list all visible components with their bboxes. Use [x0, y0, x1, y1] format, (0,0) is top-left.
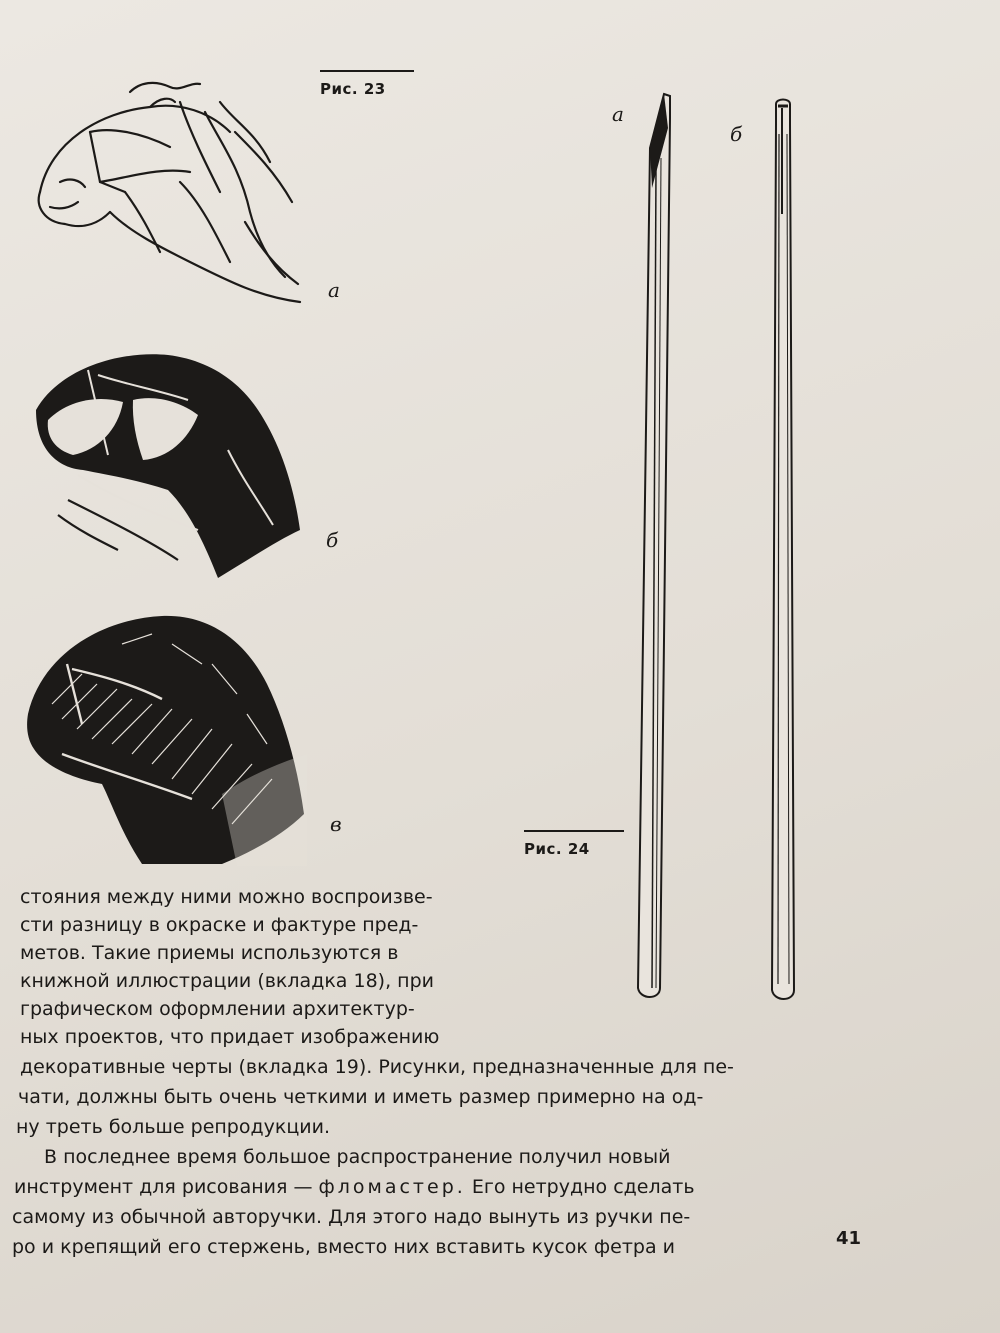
- horse-drawing-b: [28, 340, 308, 585]
- text-line-8: чати, должны быть очень четкими и иметь размер примерно на од-: [18, 1086, 704, 1108]
- text-line-6: ных проектов, что придает изображению: [20, 1026, 440, 1048]
- page-number: 41: [836, 1228, 862, 1249]
- figure-24-letter-b: б: [730, 122, 743, 146]
- paragraph-2-line-1: В последнее время большое распространение получил новый: [44, 1146, 671, 1168]
- paragraph-2-line-2-start: инструмент для рисования —: [14, 1176, 319, 1198]
- horse-drawing-v: [22, 604, 310, 866]
- figure-23-letter-a: а: [328, 278, 340, 302]
- pen-drawing-b: [760, 94, 820, 1006]
- figure-23-label: Рис. 23: [320, 70, 414, 98]
- text-line-5: графическом оформлении архитектур-: [20, 998, 415, 1020]
- figure-23-letter-v: в: [330, 812, 342, 836]
- flomaster-term: фломастер.: [318, 1176, 466, 1198]
- pen-drawing-a: [630, 88, 700, 1008]
- text-line-3: метов. Такие приемы используются в: [20, 942, 399, 964]
- horse-sketch-a: [30, 72, 310, 312]
- text-line-1: стояния между ними можно воспроизве-: [20, 886, 433, 908]
- paragraph-2-line-2: [14, 1178, 695, 1197]
- text-line-9: ну треть больше репродукции.: [16, 1116, 331, 1138]
- figure-24-letter-a: а: [612, 102, 624, 126]
- paragraph-2-line-3: самому из обычной авторучки. Для этого надо вынуть из ручки пе-: [12, 1206, 691, 1228]
- text-line-4: книжной иллюстрации (вкладка 18), при: [20, 970, 434, 992]
- text-line-7: декоративные черты (вкладка 19). Рисунки, предназначенные для пе-: [20, 1056, 734, 1078]
- figure-23-letter-b: б: [326, 528, 339, 552]
- text-line-2: сти разницу в окраске и фактуре пред-: [20, 914, 419, 936]
- paragraph-2-line-4: ро и крепящий его стержень, вместо них вставить кусок фетра и: [12, 1236, 675, 1258]
- paragraph-2-line-2-end: Его нетрудно сделать: [465, 1176, 695, 1198]
- figure-24-label: Рис. 24: [524, 830, 624, 858]
